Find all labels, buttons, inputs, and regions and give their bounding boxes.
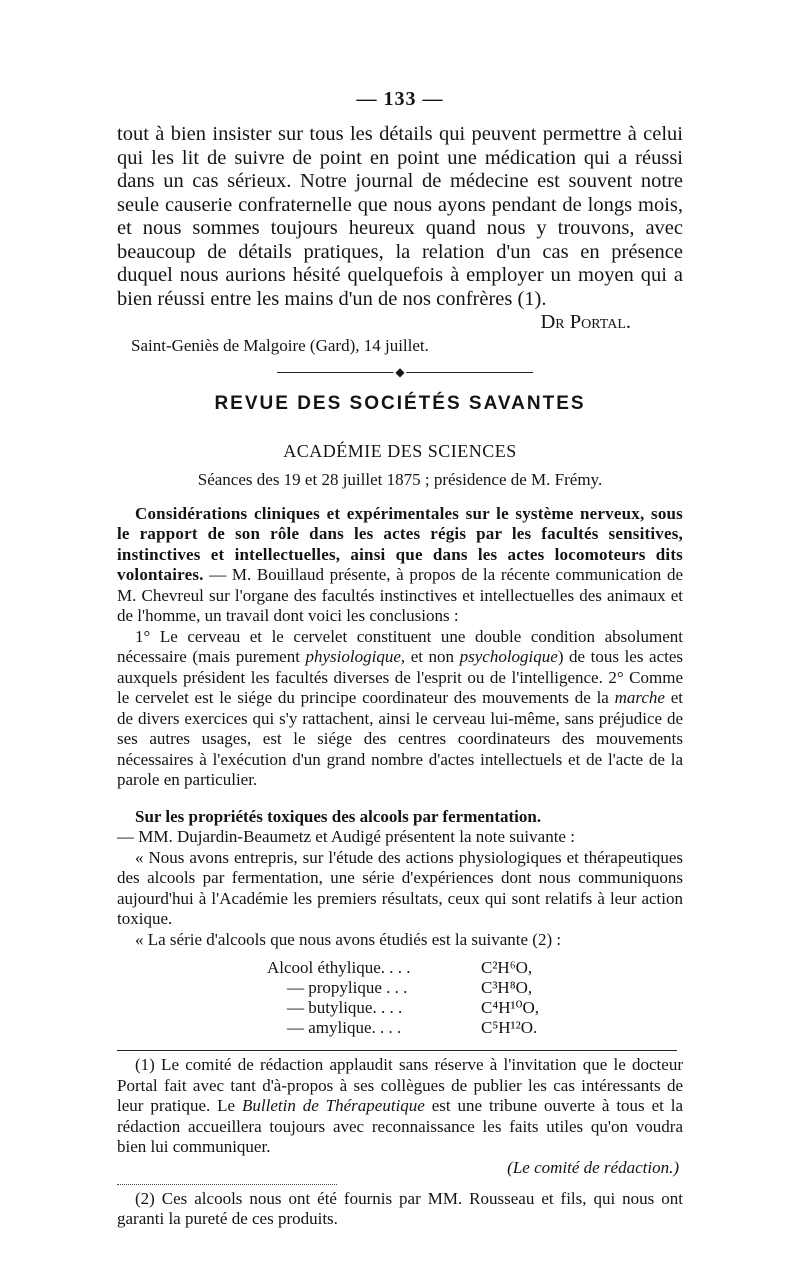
- page: [117, 88, 683, 1230]
- alcohol-table: [267, 958, 543, 1038]
- article-2-heading: Sur les propriétés toxiques des alcools par fermentation.: [135, 806, 542, 826]
- session-line: Séances des 19 et 28 juillet 1875 ; présidence de M. Frémy.: [197, 469, 603, 489]
- academy-title: ACADÉMIE DES SCIENCES: [283, 440, 517, 461]
- table-row: — amylique. . . . C⁵H¹²O.: [287, 1018, 538, 1037]
- causerie-text: tout à bien insister sur tous les détails qui peuvent permettre à celui qui les lit de suivre de point en point une médication qui a réussi dans un cas sérieux. Notre journal de médecine est souvent notre seule causerie confraternelle que nous ayons pendant de longs mois, et nous sommes toujours heureux quand nous y trouvons, avec beaucoup de détails pratiques, la relation d'un cas en présence duquel nous aurions hésité quelquefois à employer un moyen qui a bien réussi entre les mains d'un de nos confrères: [117, 123, 683, 310]
- article-2-paragraph-2: « La série d'alcools que nous avons étudiés est la suivante (2) :: [135, 929, 562, 949]
- article-1-conclusions: 1° Le cerveau et le cervelet constituent une double condition absolument nécessaire (mais purement physiologique, et non psychologique) de tous les actes auxquels président les facultés diverses de l'esprit ou de l'intelligence. 2° Comme le cervelet est le siége du principe coordinateur des mouvements de la marche et de divers exercices qui s'y rattachent, ainsi le cerveau lui-même, sans préjudice de ses autres usages, est le siége des centres coordinateurs des mouvements nécessaires à l'exécution d'un grand nombre d'actes intellectuels et de l'acte de la parole en particulier.: [117, 626, 683, 789]
- section-title: REVUE DES SOCIÉTÉS SAVANTES: [214, 392, 586, 414]
- article-2-lead: — MM. Dujardin-Beaumetz et Audigé présentent la note suivante :: [117, 827, 575, 846]
- table-row: Alcool éthylique. . . . C²H⁶O,: [267, 958, 533, 977]
- section-divider: [117, 364, 683, 379]
- footnote-ref-1: (1).: [512, 287, 547, 310]
- footnote-divider: [117, 1050, 677, 1051]
- footnote-2: (2) Ces alcools nous ont été fournis par MM. Rousseau et fils, qui nous ont garanti la pureté de ces produits.: [117, 1188, 683, 1228]
- article-1-intro: [117, 504, 683, 627]
- article-2-paragraph-1: « Nous avons entrepris, sur l'étude des actions physiologiques et thérapeutiques des alcools par fermentation, une série d'expériences dont nous communiquons aujourd'hui à l'Académie les premiers résultats, ceux qui sont relatifs à leur action toxique.: [117, 847, 683, 928]
- footnote-ref-2: (2) :: [528, 929, 562, 949]
- journal-title: Bulletin de Thérapeutique: [242, 1096, 425, 1115]
- word-marche: marche: [614, 688, 665, 707]
- table-row: — propylique . . . C³H⁸O,: [287, 978, 533, 997]
- word-psychologique: psychologique: [459, 647, 558, 666]
- word-physiologique: physiologique: [305, 647, 401, 666]
- author-signature: Dr Portal.: [540, 311, 631, 333]
- place-date: Saint-Geniès de Malgoire (Gard), 14 juillet.: [131, 335, 429, 355]
- footnote-separator: [117, 1184, 337, 1185]
- article-1-heading: Considérations cliniques et expérimentales sur le système nerveux, sous le rapport de son rôle dans les actes régis par les facultés sensitives, instinctives et intellectuelles, ainsi que dans les actes locomoteurs dits volontaires.: [117, 503, 683, 584]
- footnote-1-signature: (Le comité de rédaction.): [507, 1157, 679, 1177]
- page-number: — 133 —: [356, 88, 444, 110]
- divider-ornament-icon: ◆: [395, 364, 405, 379]
- footnote-1: (1) Le comité de rédaction applaudit sans réserve à l'invitation que le docteur Portal fait avec tant d'à-propos à ses collègues de publier les cas intéressants de leur pratique. Le Bulletin de Thérapeutique est une tribune ouverte à tous et la rédaction accueillera toujours avec reconnaissance les faits utiles qu'on voudra bien lui communiquer.: [117, 1055, 684, 1156]
- signature-line: [117, 311, 683, 335]
- table-row: — butylique. . . . C⁴H¹⁰O,: [287, 998, 539, 1017]
- article-1-lead: — M. Bouillaud présente, à propos de la récente communication de M. Chevreul sur l'organe des facultés instinctives et intellectuelles des animaux et de l'homme, un travail dont voici les conclusions :: [117, 565, 683, 625]
- causerie-paragraph: [117, 123, 683, 311]
